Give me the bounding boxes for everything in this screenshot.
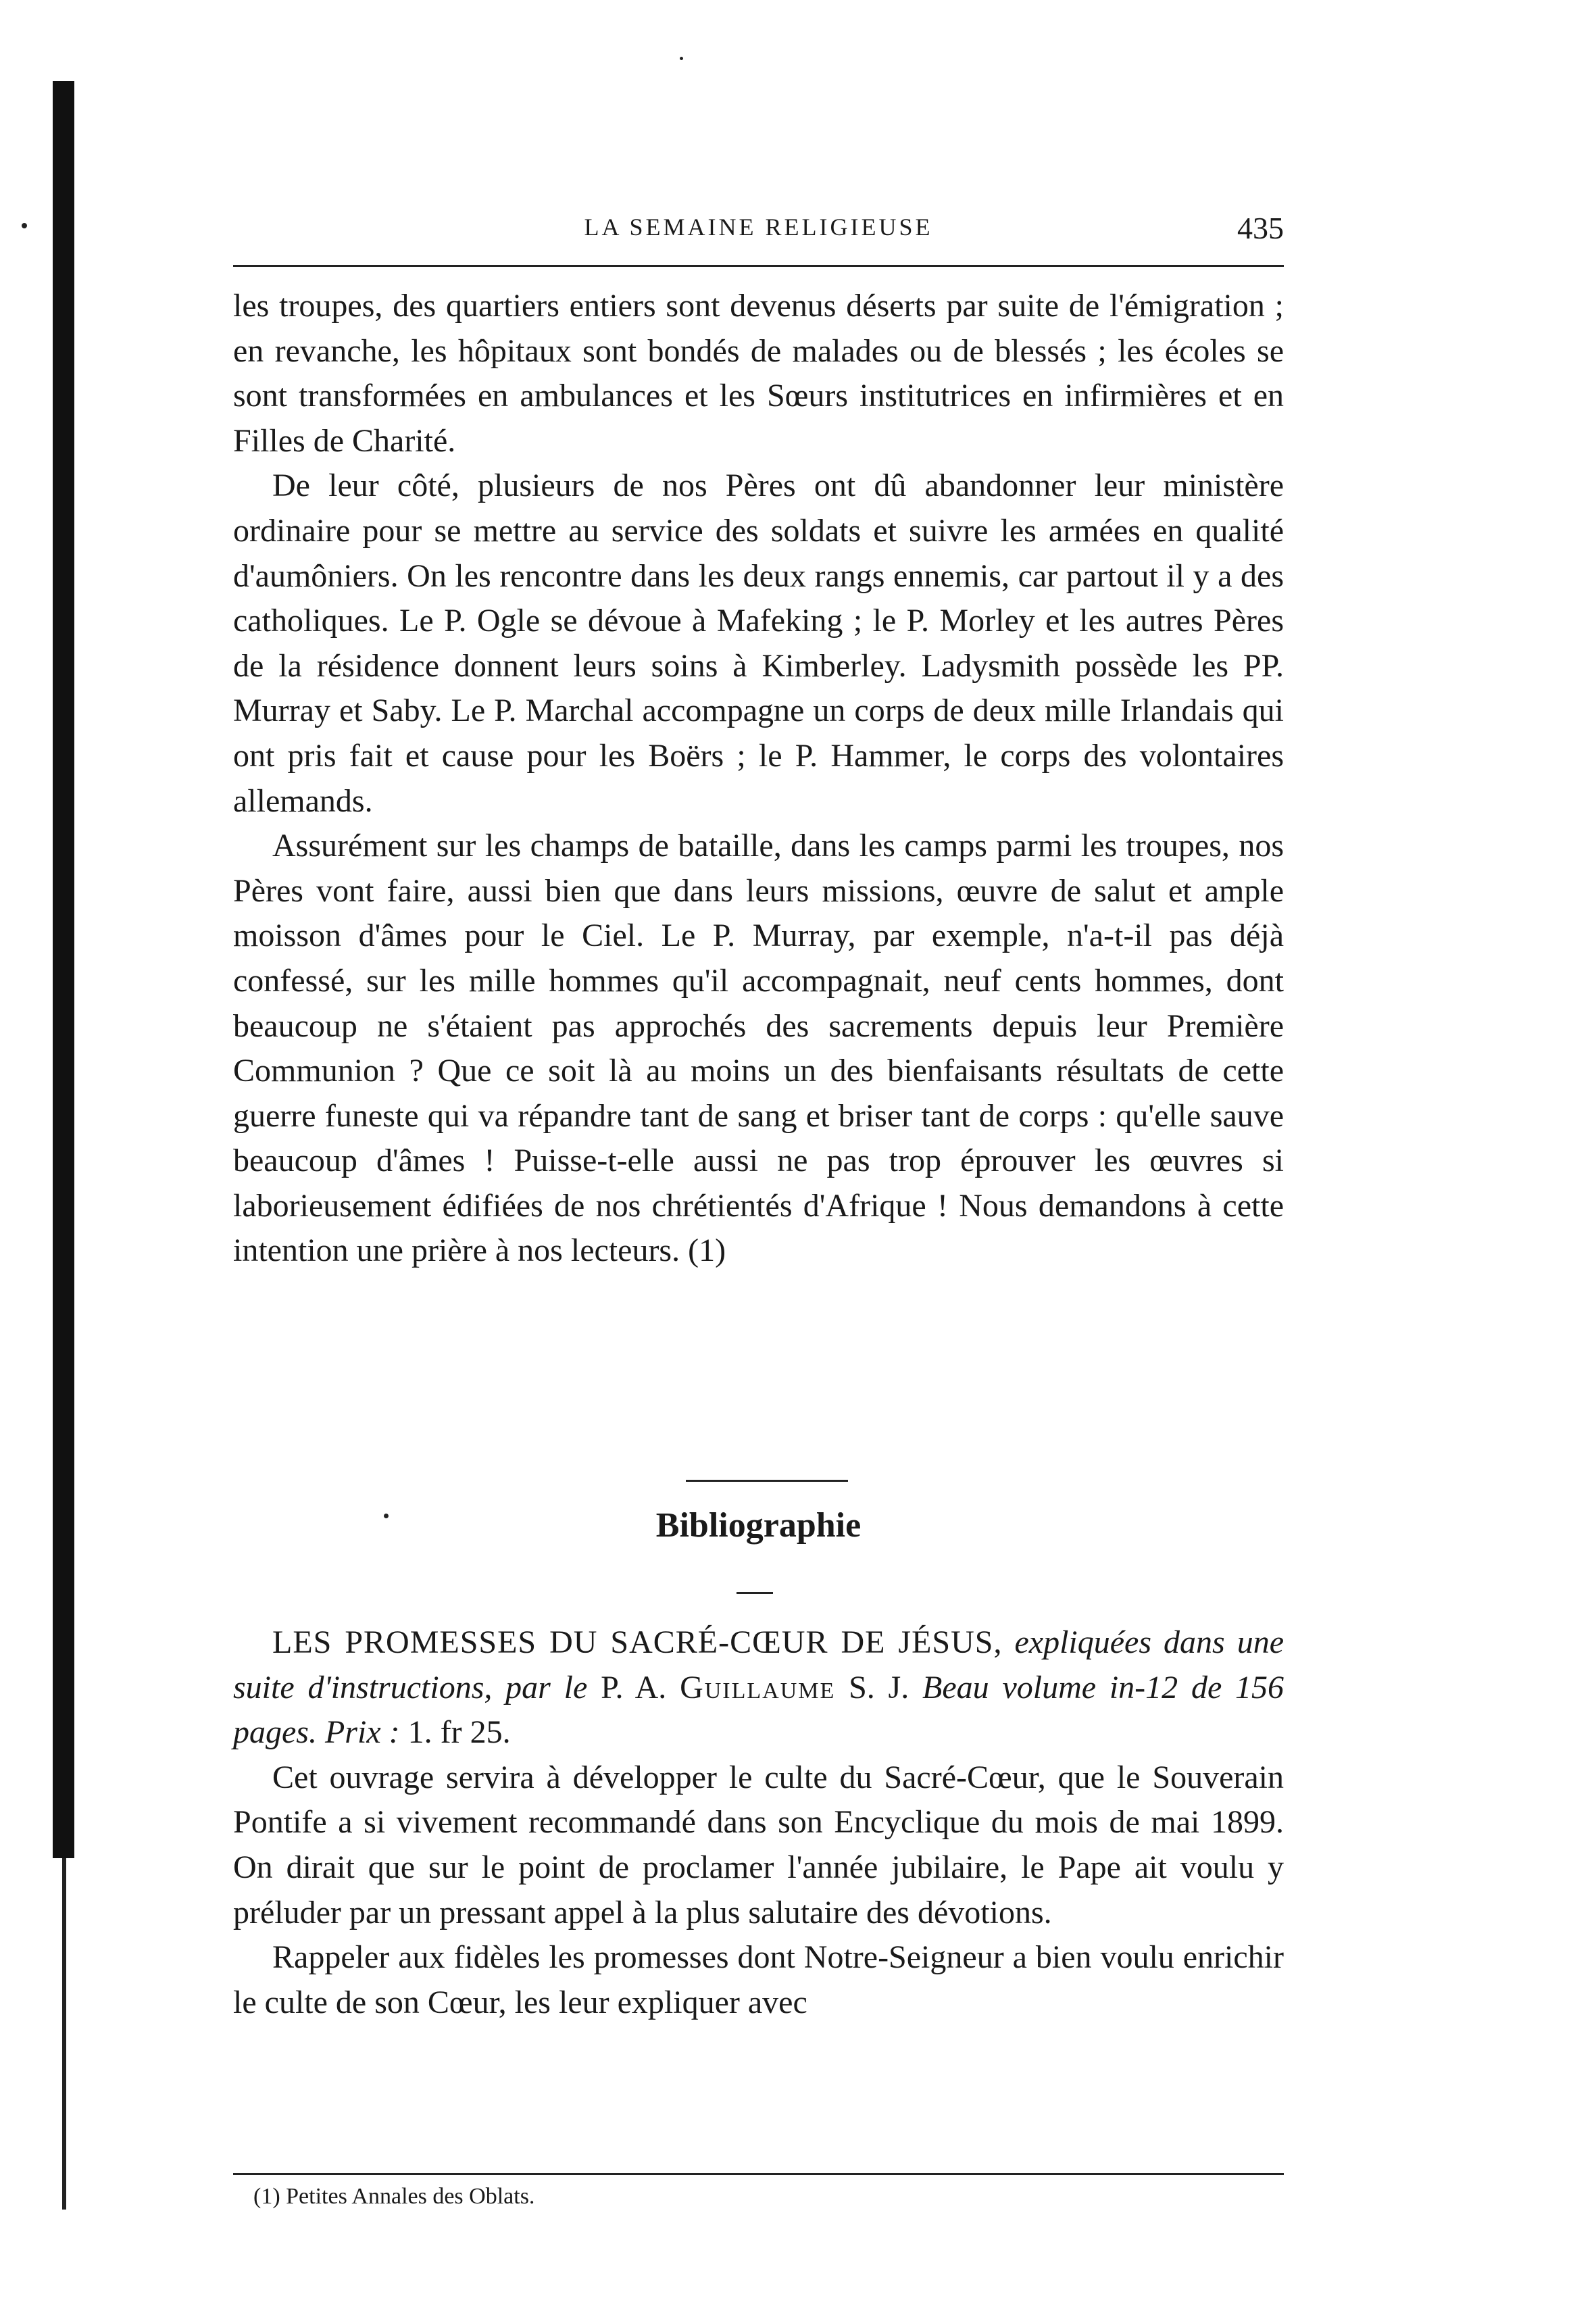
article-paragraph: Assurément sur les champs de bataille, dans les camps parmi les troupes, nos Pères vont faire, aussi bien que dans leurs missions, œuvre de salut et ample moisson d'âmes pour le Ciel. Le P. Murray, par exemple, n'a-t-il pas déjà confessé, sur les mille hommes qu'il accompagnait, neuf cents hommes, dont beaucoup ne s'étaient pas approchés des sacrements depuis leur Première Communion ? Que ce soit là au moins un des bienfaisants résultats de cette guerre funeste qui va répandre tant de sang et briser tant de corps : qu'elle sauve beaucoup d'âmes ! Puisse-t-elle aussi ne pas trop éprouver les œuvres si laborieusement édifiées de nos chrétientés d'Afrique ! Nous demandons à cette intention une prière à nos lecteurs. (1): [233, 828, 1284, 1269]
scan-binding-edge: [53, 81, 74, 1858]
page-header: [233, 213, 1284, 253]
article-paragraph: les troupes, des quartiers entiers sont devenus déserts par suite de l'émigration ; en revanche, les hôpitaux sont bondés de malades ou de blessés ; les écoles se sont transformées en ambulances et les Sœurs institutrices en infirmières et en Filles de Charité.: [233, 288, 1284, 459]
review-paragraph: Rappeler aux fidèles les promesses dont Notre-Seigneur a bien voulu enrichir le culte de son Cœur, les leur expliquer avec: [233, 1939, 1284, 2020]
footnote-rule: [233, 2173, 1284, 2175]
page-number: 435: [1237, 211, 1284, 245]
header-rule: [233, 265, 1284, 267]
footnote: (1) Petites Annales des Oblats.: [253, 2184, 535, 2209]
review-paragraph: Cet ouvrage servira à développer le culte du Sacré-Cœur, que le Souverain Pontife a si vivement recommandé dans son Encyclique du mois de mai 1899. On dirait que sur le point de proclamer l'année jubilaire, le Pape ait voulu y préluder par un pressant appel à la plus salutaire des dévotions.: [233, 1759, 1284, 1930]
book-price: 1. fr 25.: [407, 1714, 511, 1751]
short-divider: [737, 1592, 773, 1594]
section-divider: [686, 1480, 848, 1482]
book-author-prefix: P. A.: [601, 1669, 667, 1705]
article-body: [233, 284, 1284, 1274]
book-author-order: S. J.: [849, 1669, 909, 1705]
book-author: Guillaume: [680, 1669, 836, 1705]
book-title: LES PROMESSES DU SACRÉ-CŒUR DE JÉSUS,: [272, 1624, 1003, 1660]
bibliography-body: [233, 1620, 1284, 2025]
scan-binding-edge-tail: [62, 1858, 66, 2210]
scan-speck: [680, 57, 683, 60]
book-description: expliquées dans une suite d'instructions, par le: [233, 1624, 1284, 1705]
book-format: Beau volume in-12 de 156 pages. Prix :: [233, 1669, 1285, 1751]
article-paragraph: De leur côté, plusieurs de nos Pères ont dû abandonner leur ministère ordinaire pour se mettre au service des soldats et suivre les armées en qualité d'aumôniers. On les rencontre dans les deux rangs ennemis, car partout il y a des catholiques. Le P. Ogle se dévoue à Mafeking ; le P. Morley et les autres Pères de la résidence donnent leurs soins à Kimberley. Ladysmith possède les PP. Murray et Saby. Le P. Marchal accompagne un corps de deux mille Irlandais qui ont pris fait et cause pour les Boërs ; le P. Hammer, le corps des volontaires allemands.: [233, 468, 1284, 819]
scan-speck: [22, 223, 27, 228]
section-heading: Bibliographie: [655, 1506, 862, 1545]
book-entry: [233, 1620, 1284, 1755]
running-title: LA SEMAINE RELIGIEUSE: [584, 214, 933, 241]
